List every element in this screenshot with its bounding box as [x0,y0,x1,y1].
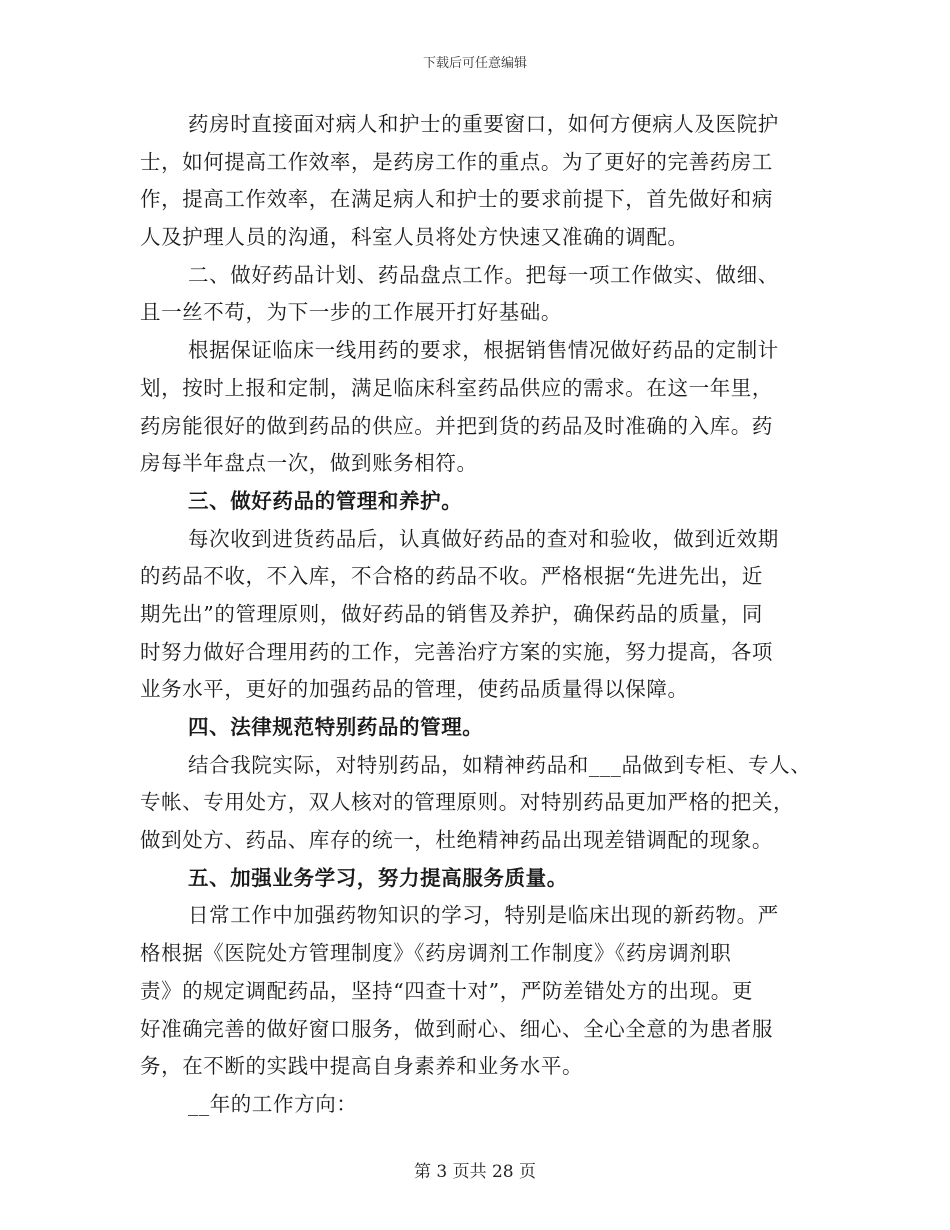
paragraph-line: 药房时直接面对病人和护士的重要窗口，如何方便病人及医院护 [188,112,779,136]
paragraph-line: 的药品不收，不入库，不合格的药品不收。严格根据“先进先出，近 [140,564,763,589]
paragraph-line: 人及护理人员的沟通，科室人员将处方快速又准确的调配。 [140,225,689,250]
paragraph-line: 业务水平，更好的加强药品的管理，使药品质量得以保障。 [140,677,689,702]
page-footer: 第 3 页共 28 页 [413,1162,537,1182]
paragraph-line: 好准确完善的做好窗口服务，做到耐心、细心、全心全意的为患者服 [140,1016,773,1041]
paragraph-line: 作，提高工作效率，在满足病人和护士的要求前提下，首先做好和病 [140,187,773,212]
paragraph-line: 且一丝不苟，为下一步的工作展开打好基础。 [140,300,562,325]
paragraph-line: 责》的规定调配药品，坚持“四查十对”，严防差错处方的出现。更 [140,978,753,1003]
paragraph-line: 二、做好药品计划、药品盘点工作。把每一项工作做实、做细、 [188,262,779,287]
paragraph-line: 格根据《医院处方管理制度》《药房调剂工作制度》《药房调剂职 [140,941,732,966]
paragraph-line: 做到处方、药品、库存的统一，杜绝精神药品出现差错调配的现象。 [140,828,773,853]
paragraph-line: 时努力做好合理用药的工作，完善治疗方案的实施，努力提高，各项 [140,639,773,664]
paragraph-line: 士，如何提高工作效率，是药房工作的重点。为了更好的完善药房工 [140,149,773,174]
paragraph-line: 专帐、专用处方，双人核对的管理原则。对特别药品更加严格的把关， [140,790,795,815]
paragraph-line: 房每半年盘点一次，做到账务相符。 [140,451,478,476]
paragraph-line: 期先出”的管理原则，做好药品的销售及养护，确保药品的质量，同 [140,601,763,626]
paragraph-line: 日常工作中加强药物知识的学习，特别是临床出现的新药物。严 [188,903,779,928]
section-heading: 三、做好药品的管理和养护。 [188,488,463,513]
paragraph-line: 务，在不断的实践中提高自身素养和业务水平。 [140,1054,584,1079]
document-body [140,106,830,1124]
paragraph-line: 每次收到进货药品后，认真做好药品的查对和验收，做到近效期 [188,526,779,551]
section-heading: 五、加强业务学习，努力提高服务质量。 [188,865,568,890]
paragraph-line: __年的工作方向： [188,1091,358,1116]
paragraph-line: 根据保证临床一线用药的要求，根据销售情况做好药品的定制计 [188,338,779,363]
page-header: 下载后可任意编辑 [422,56,527,71]
paragraph-line: 划，按时上报和定制，满足临床科室药品供应的需求。在这一年里， [140,375,773,400]
paragraph-line: 药房能很好的做到药品的供应。并把到货的药品及时准确的入库。药 [140,413,773,438]
section-heading: 四、法律规范特别药品的管理。 [188,715,484,739]
paragraph-line: 结合我院实际，对特别药品，如精神药品和___品做到专柜、专人、 [188,752,812,777]
